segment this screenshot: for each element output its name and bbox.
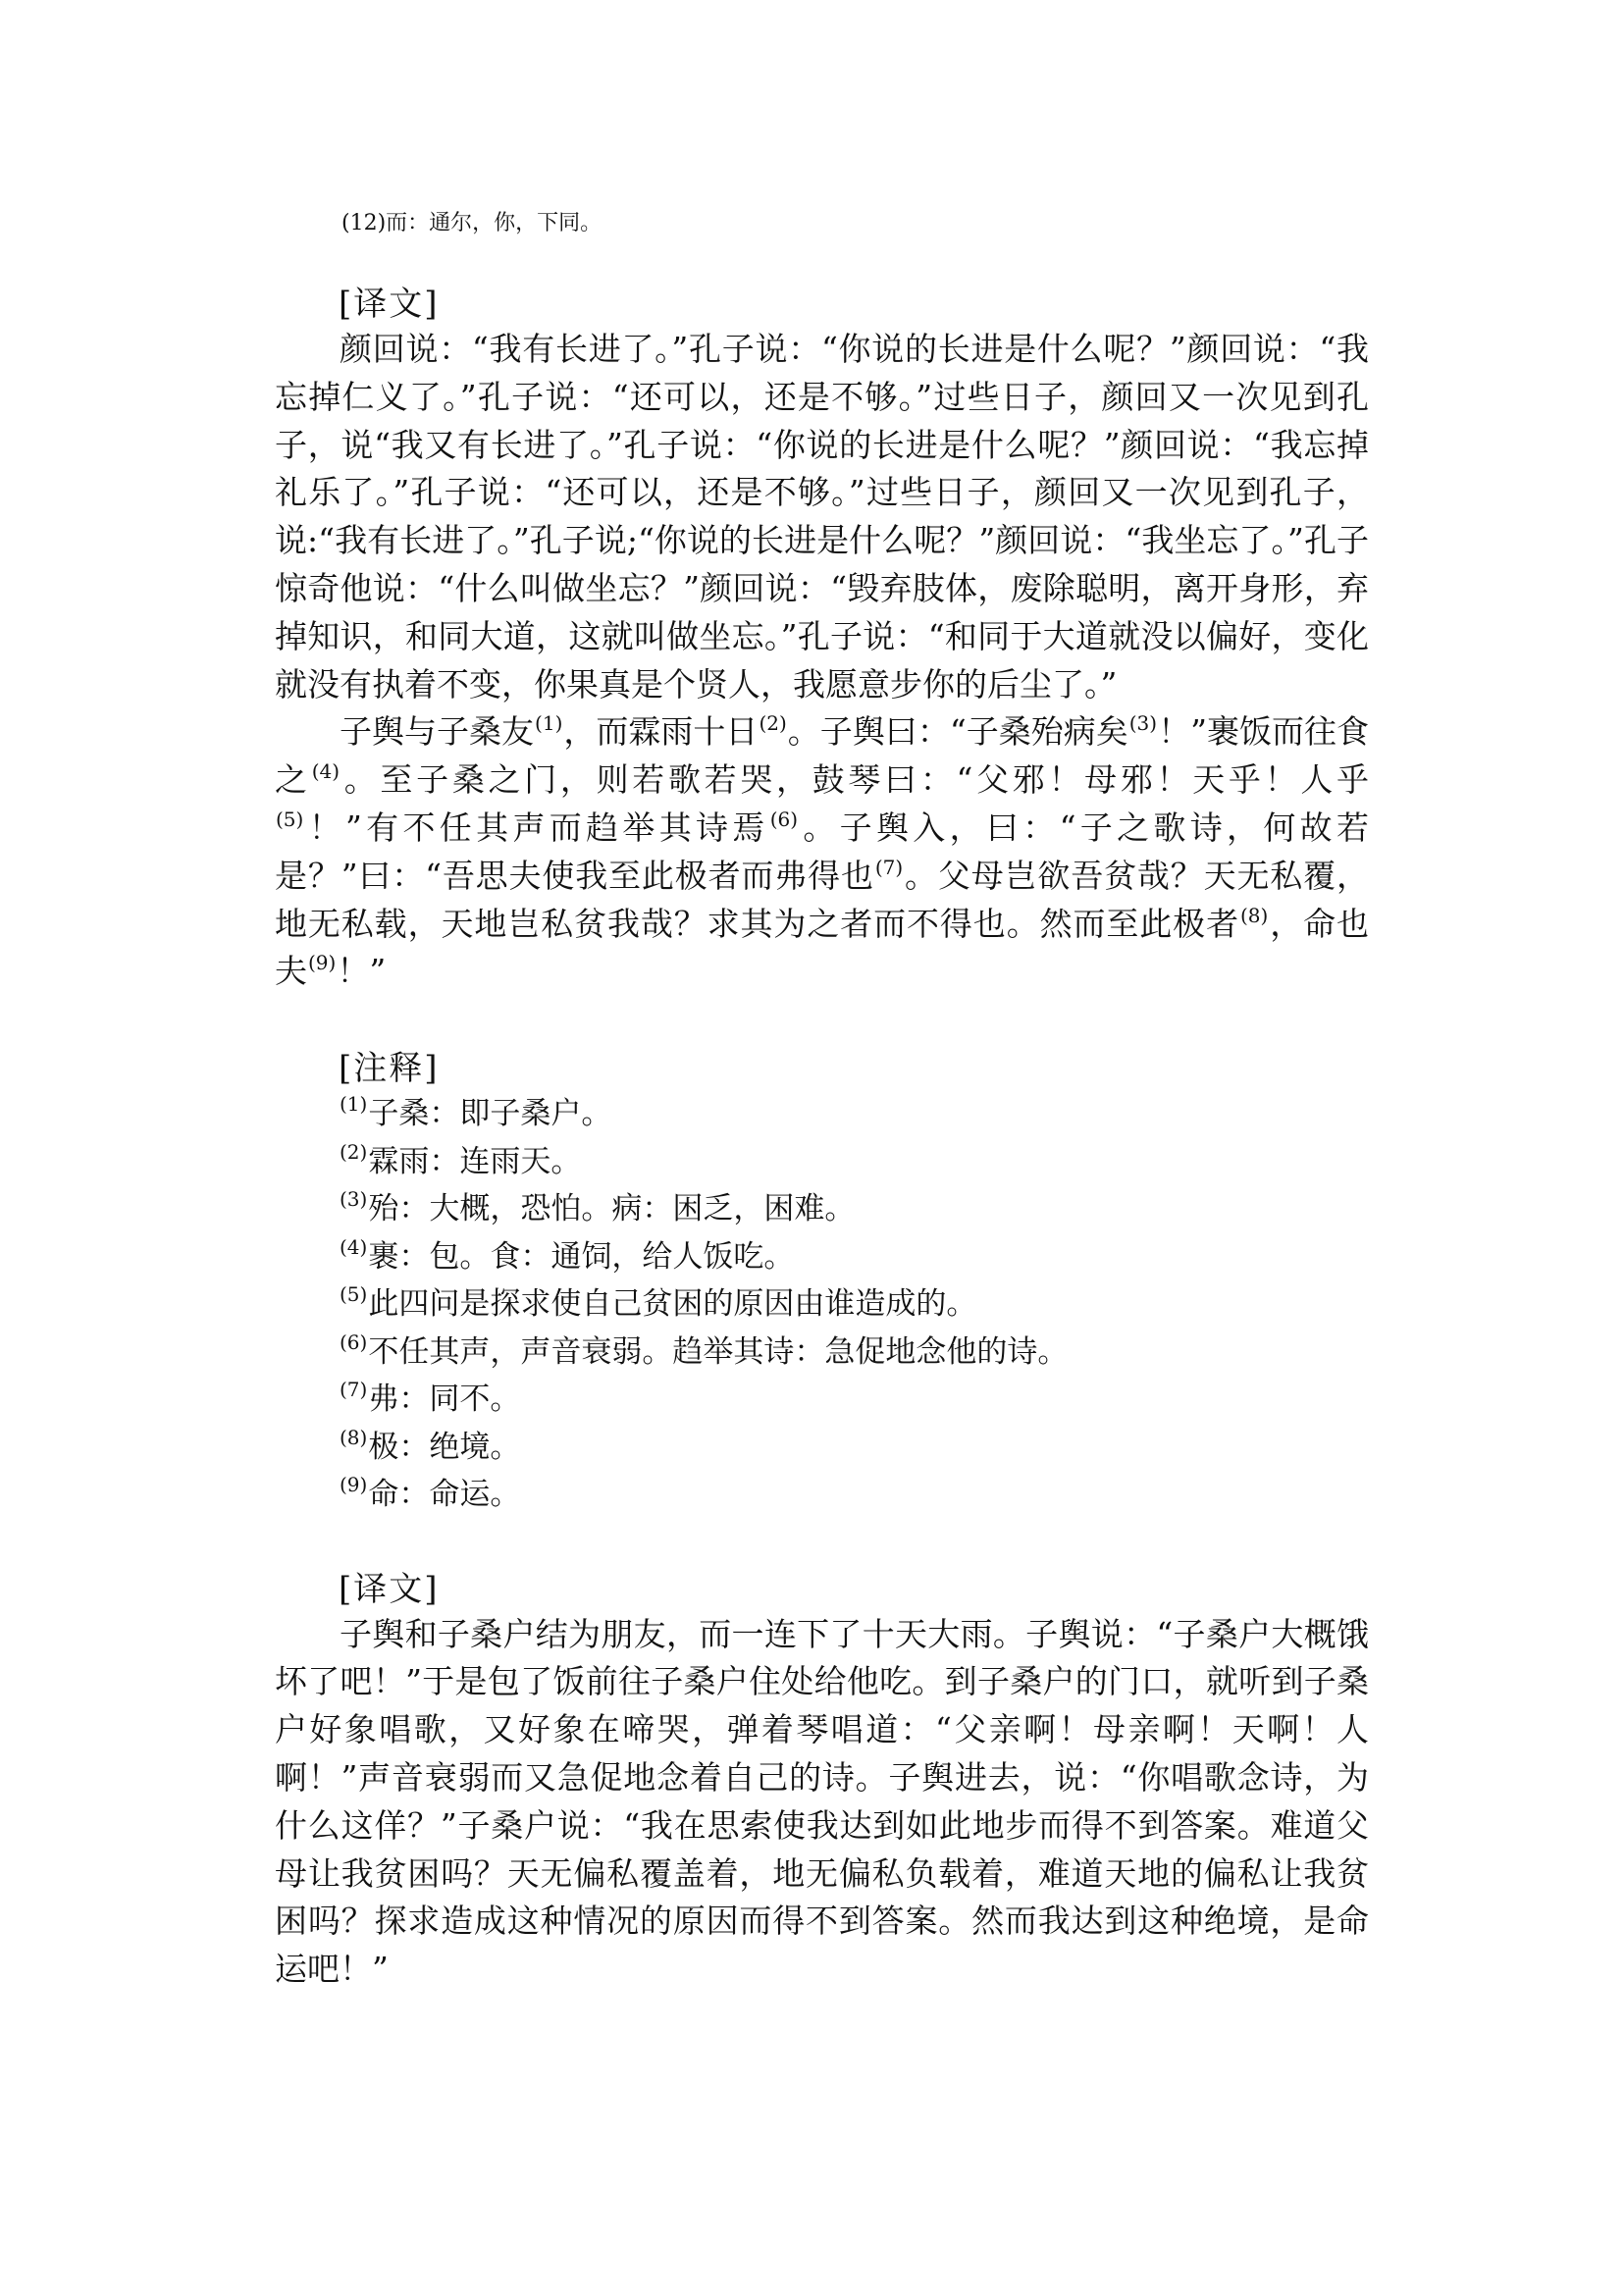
note-marker: (9) (340, 1473, 368, 1497)
translation-heading-1: [译文] (339, 285, 440, 324)
note-marker: (7) (340, 1378, 368, 1402)
footnote-marker: (8) (1239, 903, 1269, 927)
translation-paragraph-2: 子舆和子桑户结为朋友，而一连下了十天大雨。子舆说：“子桑户大概饿坏了吧！”于是包了饭前往子桑户住处给他吃。到子桑户的门口，就听到子桑户好象唱歌，又好象在啼哭，弹着琴唱道：“父亲啊！母亲啊！天啊！人啊！”声音衰弱而又急促地念着自己的诗。子舆进去，说：“你唱歌念诗，为什么这佯？”子桑户说：“我在思索使我达到如此地步而得不到答案。难道父母让我贫困吗？天无偏私覆盖着，地无偏私负载着，难道天地的偏私让我贫困吗？探求造成这种情况的原因而得不到答案。然而我达到这种绝境，是命运吧！” (275, 1614, 1369, 1989)
note-marker: (2) (340, 1139, 368, 1164)
note-item (339, 1376, 1369, 1424)
original-segment: 。子舆入，曰：“子之歌诗，何故若是？”曰：“吾思夫使我至此极者而弗得也 (275, 808, 1370, 895)
footnote-marker: (9) (308, 951, 337, 975)
note-text: 弗：同不。 (368, 1382, 521, 1418)
note-text: 裹：包。食：通饲，给人饭吃。 (368, 1238, 795, 1275)
original-segment: 。至子桑之门，则若歌若哭，鼓琴曰：“父邪！母邪！天乎！人乎 (341, 760, 1370, 800)
note-marker: (4) (340, 1234, 368, 1259)
note-marker: (6) (340, 1329, 368, 1354)
original-text-paragraph (275, 708, 1369, 996)
document-page (275, 204, 1369, 1994)
note-text: 命：命运。 (368, 1477, 521, 1513)
original-segment: 子舆与子桑友 (340, 712, 535, 752)
note-text: 此四问是探求使自己贫困的原因由谁造成的。 (368, 1286, 977, 1323)
note-item (339, 1471, 1369, 1519)
note-item (339, 1233, 1369, 1281)
note-item (339, 1329, 1369, 1377)
translation-heading-2: [译文] (339, 1569, 440, 1609)
note-item (339, 1090, 1369, 1138)
original-segment: 。父母岂欲吾贫哉？天无私覆，地无私载，天地岂私贫我哉？求其为之者而不得也。然而至此极者 (275, 856, 1369, 943)
note-text: 霖雨：连雨天。 (368, 1143, 582, 1179)
note-item (339, 1424, 1369, 1472)
original-segment: ！”裹饭而往食之 (275, 712, 1370, 800)
footnote-marker: (7) (874, 855, 904, 879)
note-marker: (1) (340, 1092, 368, 1117)
footnote-marker: (6) (769, 807, 799, 831)
note-text: 极：绝境。 (368, 1429, 521, 1465)
note-item (339, 1185, 1369, 1233)
footnote-marker: (2) (759, 711, 787, 736)
footnote-marker: (4) (311, 759, 341, 784)
original-segment: ！”有不任其声而趋举其诗焉 (304, 808, 769, 847)
note-marker: (8) (340, 1425, 368, 1449)
original-segment: ，命也夫 (275, 904, 1370, 991)
note-text: 不任其声，声音衰弱。趋举其诗：急促地念他的诗。 (368, 1333, 1069, 1370)
note-item (339, 1280, 1369, 1329)
footnote-marker: (5) (276, 807, 304, 831)
note-item (339, 1138, 1369, 1186)
note-marker: (5) (340, 1282, 368, 1307)
original-segment: ，而霖雨十日 (563, 712, 759, 752)
note-marker: (3) (340, 1187, 368, 1212)
note-text: 子桑：即子桑户。 (368, 1096, 612, 1132)
original-segment: ！” (337, 952, 387, 991)
notes-list (339, 1090, 1369, 1519)
notes-heading: [注释] (339, 1049, 440, 1089)
original-segment: 。子舆曰：“子桑殆病矣 (787, 712, 1128, 752)
footnote-marker: (1) (535, 711, 563, 736)
footnote-12: (12)而：通尔，你，下同。 (341, 211, 602, 235)
note-text: 殆：大概，恐怕。病：困乏，困难。 (368, 1191, 856, 1227)
translation-paragraph-1: 颜回说：“我有长进了。”孔子说：“你说的长进是什么呢？”颜回说：“我忘掉仁义了。”孔子说：“还可以，还是不够。”过些日子，颜回又一次见到孔子，说“我又有长进了。”孔子说：“你说的长进是什么呢？”颜回说：“我忘掉礼乐了。”孔子说：“还可以，还是不够。”过些日子，颜回又一次见到孔子，说:“我有长进了。”孔子说;“你说的长进是什么呢？”颜回说：“我坐忘了。”孔子惊奇他说：“什么叫做坐忘？”颜回说：“毁弃肢体，废除聪明，离开身形，弃掉知识，和同大道，这就叫做坐忘。”孔子说：“和同于大道就没以偏好，变化就没有执着不变，你果真是个贤人，我愿意步你的后尘了。” (275, 330, 1369, 704)
footnote-marker: (3) (1128, 711, 1158, 736)
